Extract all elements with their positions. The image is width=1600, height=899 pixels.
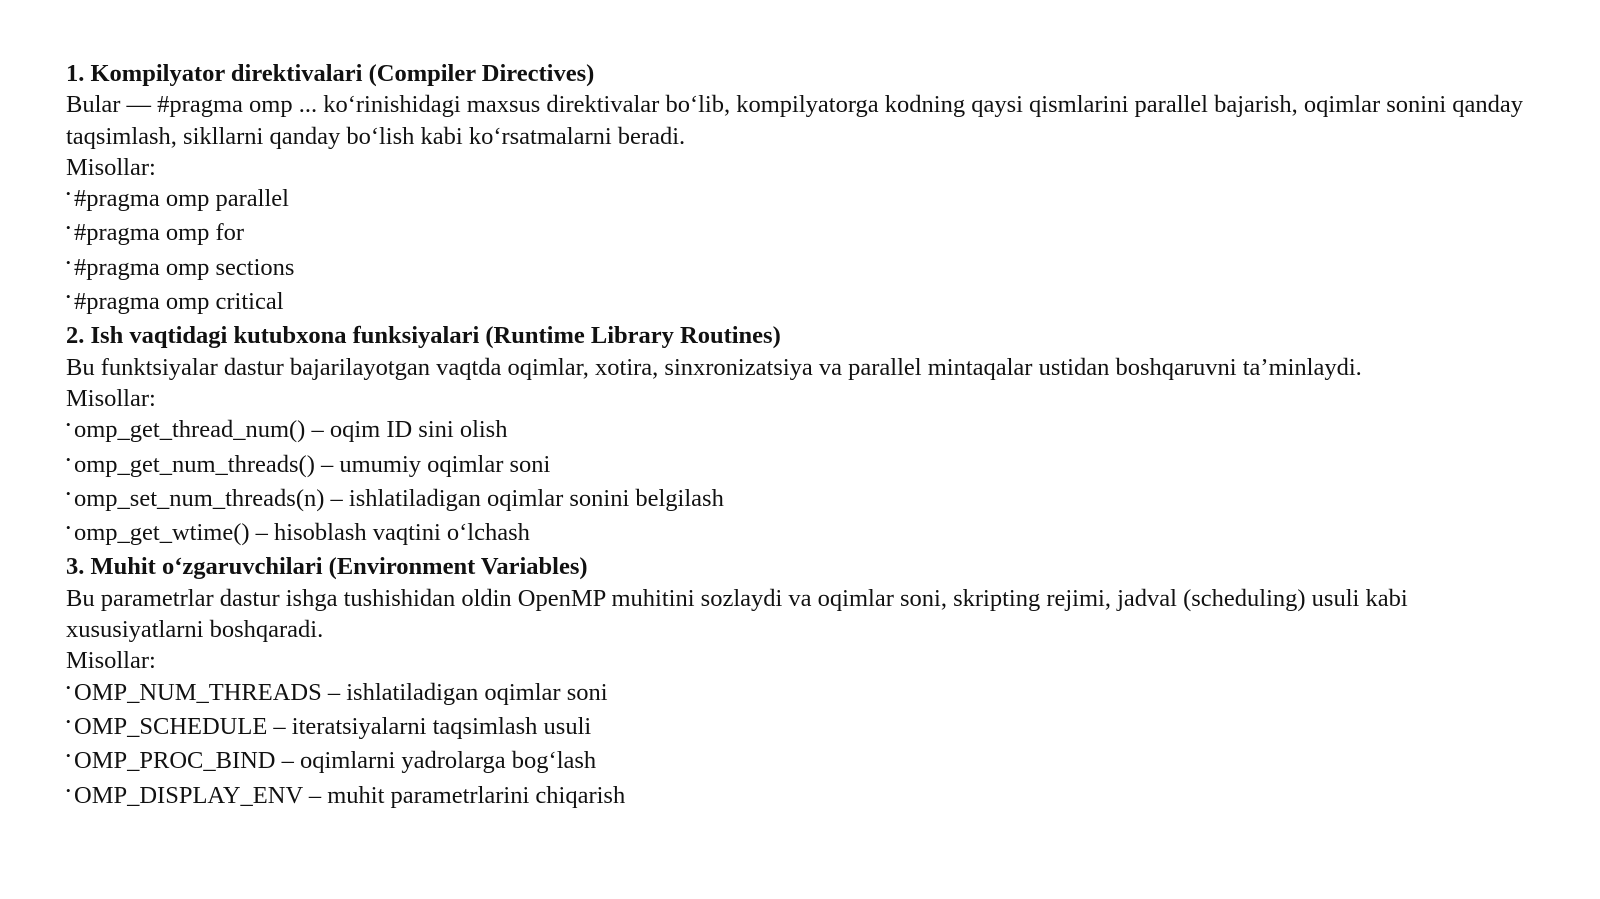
section-description: Bu funktsiyalar dastur bajarilayotgan vaqtda oqimlar, xotira, sinxronizatsiya va parallel mintaqalar ustidan boshqaruvni ta’minlaydi. [66,353,1362,381]
section-description: Bu parametrlar dastur ishga tushishidan oldin OpenMP muhitini sozlaydi va oqimlar soni, skripting rejimi, jadval (scheduling) usuli kabi xususiyatlarni boshqaradi. [66,584,1408,644]
bullet-icon: • [66,485,71,501]
list-item [66,252,1546,286]
list-item-text: omp_get_wtime() – hisoblash vaqtini o‘lchash [74,519,530,547]
list-item [66,183,1546,217]
bullet-icon: • [66,679,71,695]
list-item [66,677,1546,711]
examples-label: Misollar: [66,647,156,675]
list-item [66,286,1546,320]
examples-list [66,677,1546,814]
list-item [66,780,1546,814]
bullet-icon: • [66,748,71,764]
examples-label: Misollar: [66,384,156,412]
list-item [66,414,1546,448]
list-item-text: OMP_PROC_BIND – oqimlarni yadrolarga bog‘lash [74,747,597,775]
bullet-icon: • [66,520,71,536]
section-title: 3. Muhit o‘zgaruvchilari (Environment Variables) [66,553,588,581]
section-compiler-directives [66,58,1546,320]
section-title: 2. Ish vaqtidagi kutubxona funksiyalari (Runtime Library Routines) [66,322,781,350]
list-item-text: omp_set_num_threads(n) – ishlatiladigan oqimlar sonini belgilash [74,484,724,512]
list-item [66,517,1546,551]
bullet-icon: • [66,417,71,433]
section-description: Bular — #pragma omp ... ko‘rinishidagi maxsus direktivalar bo‘lib, kompilyatorga kodning qaysi qismlarini parallel bajarish, oqimlar sonini qanday taqsimlash, sikllarni qanday bo‘lish kabi ko‘rsatmalarni beradi. [66,91,1524,150]
examples-label: Misollar: [66,153,156,181]
bullet-icon: • [66,782,71,798]
list-item [66,449,1546,483]
examples-list [66,414,1546,551]
list-item-text: omp_get_thread_num() – oqim ID sini olish [74,416,508,444]
list-item [66,217,1546,251]
section-environment-variables [66,551,1546,813]
document-page [66,58,1546,814]
list-item [66,483,1546,517]
list-item-text: OMP_NUM_THREADS – ishlatiladigan oqimlar soni [74,678,608,706]
bullet-icon: • [66,713,71,729]
list-item-text: #pragma omp critical [74,288,284,316]
list-item-text: omp_get_num_threads() – umumiy oqimlar soni [74,450,551,478]
list-item [66,711,1546,745]
bullet-icon: • [66,186,71,202]
section-title: 1. Kompilyator direktivalari (Compiler Directives) [66,60,595,87]
list-item-text: OMP_SCHEDULE – iteratsiyalarni taqsimlash usuli [74,712,592,740]
list-item-text: OMP_DISPLAY_ENV – muhit parametrlarini chiqarish [74,781,626,809]
list-item-text: #pragma omp parallel [74,185,289,213]
list-item-text: #pragma omp sections [74,253,295,281]
section-runtime-library [66,320,1546,551]
list-item [66,745,1546,779]
bullet-icon: • [66,220,71,236]
bullet-icon: • [66,451,71,467]
bullet-icon: • [66,289,71,305]
list-item-text: #pragma omp for [74,219,245,247]
bullet-icon: • [66,254,71,270]
examples-list [66,183,1546,320]
